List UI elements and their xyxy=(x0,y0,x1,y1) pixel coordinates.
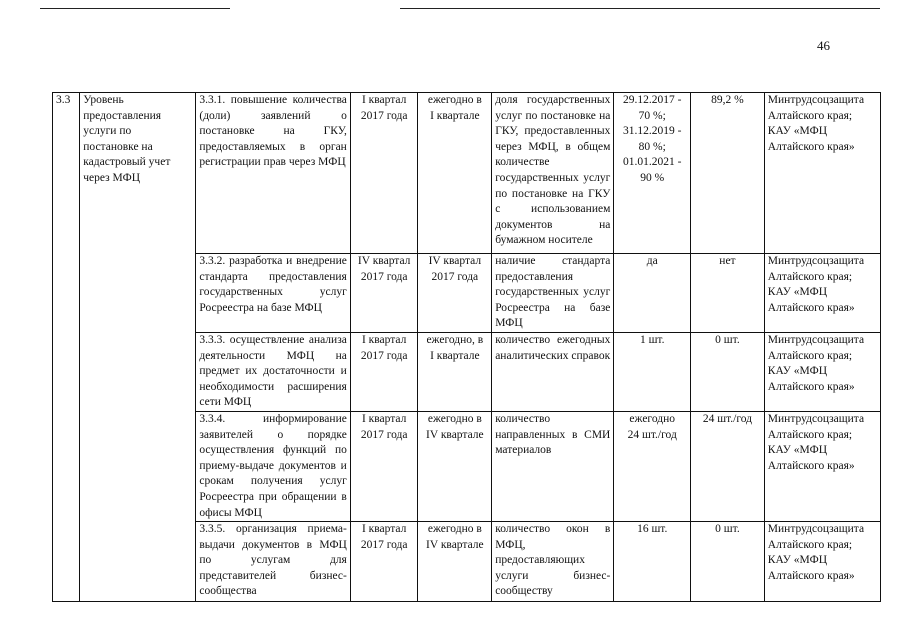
row-number: 3.3 xyxy=(53,93,80,602)
term-cell: I квартал 2017 года xyxy=(350,93,418,254)
top-rule-left xyxy=(40,8,230,9)
executor-cell: Минтрудсоцзащита Алтайского края; КАУ «МФЦ Алтайского края» xyxy=(764,522,880,602)
metric-cell: количество ежегодных аналитических справок xyxy=(492,332,614,411)
measure-cell: 3.3.2. разработка и внедрение стандарта предоставления государственных услуг Росреестра на базе МФЦ xyxy=(196,254,350,333)
measure-cell: 3.3.3. осуществление анализа деятельности МФЦ на предмет их достаточности и необходимости расширения сети МФЦ xyxy=(196,332,350,411)
periodicity-cell: ежегодно в I квартале xyxy=(418,93,492,254)
metric-cell: доля государственных услуг по постановке на ГКУ, предоставленных через МФЦ, в общем количестве государственных услуг по постановке на ГКУ с использованием документов на бумажном носителе xyxy=(492,93,614,254)
periodicity-cell: IV квартал 2017 года xyxy=(418,254,492,333)
indicator-cell: Уровень предоставления услуги по постановке на кадастровый учет через МФЦ xyxy=(80,93,196,602)
measure-cell: 3.3.4. информирование заявителей о порядке осуществления функций по приему-выдаче документов и срокам получения услуг Росреестра при обращении в офисы МФЦ xyxy=(196,411,350,521)
plan-value-cell: ежегодно 24 шт./год xyxy=(614,411,691,521)
fact-value-cell: нет xyxy=(691,254,765,333)
measure-cell: 3.3.5. организация приема-выдачи документов в МФЦ по услугам для представителей бизнес-сообщества xyxy=(196,522,350,602)
executor-cell: Минтрудсоцзащита Алтайского края; КАУ «МФЦ Алтайского края» xyxy=(764,411,880,521)
executor-cell: Минтрудсоцзащита Алтайского края; КАУ «МФЦ Алтайского края» xyxy=(764,254,880,333)
plan-value-cell: 1 шт. xyxy=(614,332,691,411)
term-cell: I квартал 2017 года xyxy=(350,332,418,411)
measure-cell: 3.3.1. повышение количества (доли) заявлений о постановке на ГКУ, предоставляемых в орган регистрации прав через МФЦ xyxy=(196,93,350,254)
plan-value-cell: 29.12.2017 - 70 %; 31.12.2019 - 80 %; 01.01.2021 - 90 % xyxy=(614,93,691,254)
fact-value-cell: 89,2 % xyxy=(691,93,765,254)
plan-value-cell: да xyxy=(614,254,691,333)
table-row xyxy=(53,93,881,254)
metric-cell: наличие стандарта предоставления государственных услуг Росреестра на базе МФЦ xyxy=(492,254,614,333)
metric-cell: количество окон в МФЦ, предоставляющих услуги бизнес-сообществу xyxy=(492,522,614,602)
executor-cell: Минтрудсоцзащита Алтайского края; КАУ «МФЦ Алтайского края» xyxy=(764,93,880,254)
plan-table xyxy=(52,92,881,602)
fact-value-cell: 24 шт./год xyxy=(691,411,765,521)
top-rule-right xyxy=(400,8,880,9)
periodicity-cell: ежегодно в IV квартале xyxy=(418,522,492,602)
executor-cell: Минтрудсоцзащита Алтайского края; КАУ «МФЦ Алтайского края» xyxy=(764,332,880,411)
periodicity-cell: ежегодно, в I квартале xyxy=(418,332,492,411)
plan-value-cell: 16 шт. xyxy=(614,522,691,602)
term-cell: I квартал 2017 года xyxy=(350,522,418,602)
periodicity-cell: ежегодно в IV квартале xyxy=(418,411,492,521)
term-cell: I квартал 2017 года xyxy=(350,411,418,521)
fact-value-cell: 0 шт. xyxy=(691,332,765,411)
term-cell: IV квартал 2017 года xyxy=(350,254,418,333)
metric-cell: количество направленных в СМИ материалов xyxy=(492,411,614,521)
page-number: 46 xyxy=(817,38,830,53)
fact-value-cell: 0 шт. xyxy=(691,522,765,602)
